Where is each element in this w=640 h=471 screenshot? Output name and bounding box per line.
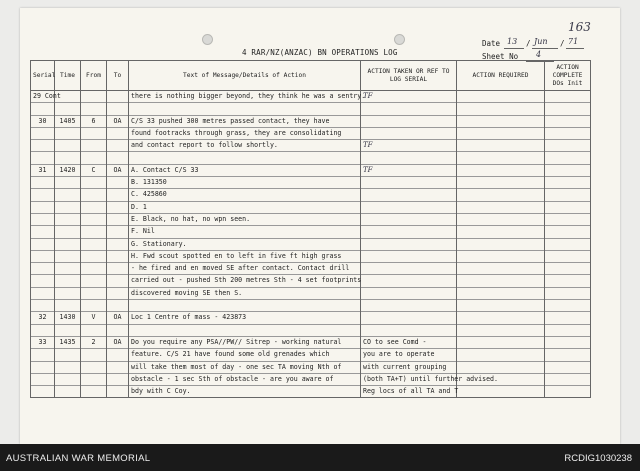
- cell-complete: [545, 250, 591, 262]
- cell-time: [55, 250, 81, 262]
- cell-serial: [31, 189, 55, 201]
- cell-text: Loc 1 Centre of mass - 423873: [129, 312, 361, 324]
- cell-serial: [31, 238, 55, 250]
- cell-to: [107, 263, 129, 275]
- cell-from: [81, 373, 107, 385]
- table-row: [31, 164, 591, 176]
- cell-required: [457, 213, 545, 225]
- cell-serial: [31, 275, 55, 287]
- cell-taken: [361, 324, 457, 336]
- cell-to: [107, 140, 129, 152]
- sheet-number: 4: [536, 50, 542, 59]
- cell-to: [107, 386, 129, 398]
- cell-required: [457, 238, 545, 250]
- cell-complete: [545, 275, 591, 287]
- table-row: [31, 152, 591, 164]
- cell-time: 1405: [55, 115, 81, 127]
- cell-text: and contact report to follow shortly.: [129, 140, 361, 152]
- cell-time: [55, 201, 81, 213]
- cell-required: [457, 201, 545, 213]
- table-row: [31, 140, 591, 152]
- cell-time: [55, 275, 81, 287]
- cell-serial: [31, 250, 55, 262]
- cell-to: [107, 226, 129, 238]
- cell-required: [457, 250, 545, 262]
- cell-to: OA: [107, 336, 129, 348]
- cell-from: V: [81, 312, 107, 324]
- cell-time: [55, 263, 81, 275]
- cell-complete: [545, 189, 591, 201]
- cell-serial: [31, 349, 55, 361]
- cell-text: bdy with C Coy.: [129, 386, 361, 398]
- cell-complete: [545, 386, 591, 398]
- cell-taken: (both TA+T) until further advised.: [361, 373, 457, 385]
- cell-from: [81, 287, 107, 299]
- cell-taken: [361, 312, 457, 324]
- cell-taken: [361, 103, 457, 115]
- col-header-serial: Serial: [31, 61, 55, 91]
- cell-to: [107, 275, 129, 287]
- cell-taken: [361, 263, 457, 275]
- col-header-from: From: [81, 61, 107, 91]
- cell-from: [81, 201, 107, 213]
- cell-complete: [545, 213, 591, 225]
- cell-to: [107, 103, 129, 115]
- col-header-to: To: [107, 61, 129, 91]
- cell-required: [457, 263, 545, 275]
- cell-text: discovered moving SE then S.: [129, 287, 361, 299]
- cell-to: [107, 250, 129, 262]
- cell-serial: [31, 386, 55, 398]
- document-title: 4 RAR/NZ(ANZAC) BN OPERATIONS LOG: [242, 48, 398, 57]
- cell-to: [107, 324, 129, 336]
- cell-taken: TF: [361, 140, 457, 152]
- col-header-action-complete: ACTION COMPLETE DOs Init: [545, 61, 591, 91]
- table-row: [31, 349, 591, 361]
- cell-text: [129, 103, 361, 115]
- cell-from: [81, 349, 107, 361]
- cell-serial: [31, 152, 55, 164]
- cell-to: [107, 349, 129, 361]
- cell-to: [107, 300, 129, 312]
- col-header-action-required: ACTION REQUIRED: [457, 61, 545, 91]
- cell-serial: [31, 361, 55, 373]
- operations-log-table: [30, 60, 591, 398]
- cell-complete: [545, 91, 591, 103]
- cell-to: [107, 287, 129, 299]
- cell-from: [81, 324, 107, 336]
- date-label: Date: [482, 39, 501, 48]
- cell-taken: TF: [361, 164, 457, 176]
- cell-to: OA: [107, 115, 129, 127]
- cell-serial: 30: [31, 115, 55, 127]
- cell-to: [107, 189, 129, 201]
- cell-taken: [361, 250, 457, 262]
- cell-complete: [545, 164, 591, 176]
- table-row: [31, 201, 591, 213]
- cell-taken: [361, 152, 457, 164]
- cell-to: OA: [107, 312, 129, 324]
- cell-complete: [545, 127, 591, 139]
- cell-required: [457, 312, 545, 324]
- cell-taken: CO to see Comd -: [361, 336, 457, 348]
- cell-taken: with current grouping: [361, 361, 457, 373]
- cell-time: [55, 152, 81, 164]
- cell-from: [81, 127, 107, 139]
- col-header-text: Text of Message/Details of Action: [129, 61, 361, 91]
- date-day: 13: [507, 37, 518, 46]
- cell-complete: [545, 324, 591, 336]
- cell-serial: [31, 177, 55, 189]
- cell-text: obstacle - 1 sec Sth of obstacle - are you aware of: [129, 373, 361, 385]
- cell-taken: [361, 201, 457, 213]
- cell-to: [107, 177, 129, 189]
- cell-required: [457, 361, 545, 373]
- table-row: [31, 213, 591, 225]
- col-header-time: Time: [55, 61, 81, 91]
- cell-serial: [31, 226, 55, 238]
- cell-from: 2: [81, 336, 107, 348]
- col-header-action-taken: ACTION TAKEN OR REF TO LOG SERIAL: [361, 61, 457, 91]
- table-row: [31, 336, 591, 348]
- cell-complete: [545, 140, 591, 152]
- log-sheet: 163 Date 13 / Jun / 71 Sheet No 4 4 RAR/NZ(ANZAC) BN OPERATIONS LOG: [20, 8, 620, 444]
- cell-time: [55, 361, 81, 373]
- cell-time: [55, 189, 81, 201]
- cell-to: [107, 91, 129, 103]
- cell-required: [457, 127, 545, 139]
- table-row: [31, 238, 591, 250]
- footer-source: AUSTRALIAN WAR MEMORIAL: [6, 453, 151, 464]
- cell-text: H. Fwd scout spotted en to left in five ft high grass: [129, 250, 361, 262]
- cell-taken: [361, 275, 457, 287]
- cell-from: [81, 361, 107, 373]
- cell-text: there is nothing bigger beyond, they think he was a sentry.: [129, 91, 361, 103]
- cell-text: [129, 300, 361, 312]
- cell-required: [457, 140, 545, 152]
- cell-required: [457, 300, 545, 312]
- cell-serial: [31, 324, 55, 336]
- cell-taken: [361, 287, 457, 299]
- cell-from: C: [81, 164, 107, 176]
- cell-text: [129, 324, 361, 336]
- cell-from: [81, 226, 107, 238]
- cell-from: [81, 177, 107, 189]
- cell-from: [81, 91, 107, 103]
- cell-from: [81, 263, 107, 275]
- cell-from: [81, 238, 107, 250]
- cell-taken: Reg locs of all TA and T: [361, 386, 457, 398]
- date-month: Jun: [534, 37, 548, 46]
- cell-required: [457, 103, 545, 115]
- cell-time: [55, 300, 81, 312]
- cell-time: [55, 177, 81, 189]
- cell-taken: [361, 115, 457, 127]
- cell-serial: [31, 127, 55, 139]
- cell-complete: [545, 115, 591, 127]
- cell-from: [81, 250, 107, 262]
- cell-text: carried out - pushed Sth 200 metres Sth - 4 set footprints: [129, 275, 361, 287]
- cell-taken: [361, 300, 457, 312]
- cell-required: [457, 287, 545, 299]
- cell-required: [457, 115, 545, 127]
- cell-serial: 31: [31, 164, 55, 176]
- table-row: [31, 115, 591, 127]
- cell-complete: [545, 177, 591, 189]
- cell-required: [457, 386, 545, 398]
- footer-bar: [0, 444, 640, 471]
- cell-required: [457, 164, 545, 176]
- cell-text: will take them most of day - one sec TA moving Nth of: [129, 361, 361, 373]
- cell-complete: [545, 287, 591, 299]
- punch-hole-left: [202, 34, 213, 45]
- cell-serial: [31, 300, 55, 312]
- cell-required: [457, 349, 545, 361]
- sheet-label: Sheet No: [482, 52, 519, 61]
- table-row: [31, 300, 591, 312]
- date-year: 71: [568, 37, 579, 46]
- cell-time: 1435: [55, 336, 81, 348]
- cell-text: found footracks through grass, they are consolidating: [129, 127, 361, 139]
- cell-serial: 32: [31, 312, 55, 324]
- cell-from: [81, 152, 107, 164]
- cell-text: C/S 33 pushed 300 metres passed contact, they have: [129, 115, 361, 127]
- page-number: 163: [568, 20, 591, 34]
- cell-serial: [31, 287, 55, 299]
- cell-text: - he fired and en moved SE after contact. Contact drill: [129, 263, 361, 275]
- cell-complete: [545, 226, 591, 238]
- cell-serial: [31, 201, 55, 213]
- table-row: [31, 312, 591, 324]
- cell-complete: [545, 152, 591, 164]
- cell-from: [81, 213, 107, 225]
- cell-taken: [361, 213, 457, 225]
- table-row: [31, 287, 591, 299]
- table-row: [31, 373, 591, 385]
- cell-serial: [31, 103, 55, 115]
- cell-complete: [545, 263, 591, 275]
- cell-to: [107, 127, 129, 139]
- cell-time: 1420: [55, 164, 81, 176]
- cell-from: [81, 189, 107, 201]
- cell-text: G. Stationary.: [129, 238, 361, 250]
- cell-complete: [545, 361, 591, 373]
- cell-required: [457, 336, 545, 348]
- cell-taken: TF: [361, 91, 457, 103]
- cell-to: OA: [107, 164, 129, 176]
- cell-text: D. 1: [129, 201, 361, 213]
- table-row: [31, 250, 591, 262]
- table-row: [31, 386, 591, 398]
- cell-time: [55, 324, 81, 336]
- cell-from: [81, 275, 107, 287]
- cell-complete: [545, 373, 591, 385]
- table-row: [31, 263, 591, 275]
- table-row: [31, 361, 591, 373]
- cell-taken: [361, 127, 457, 139]
- cell-to: [107, 152, 129, 164]
- cell-time: [55, 349, 81, 361]
- table-row: [31, 177, 591, 189]
- cell-time: [55, 373, 81, 385]
- table-row: [31, 189, 591, 201]
- cell-from: [81, 300, 107, 312]
- cell-time: [55, 226, 81, 238]
- cell-time: [55, 386, 81, 398]
- cell-to: [107, 361, 129, 373]
- table-row: [31, 127, 591, 139]
- log-body: [31, 91, 591, 398]
- cell-required: [457, 177, 545, 189]
- cell-required: [457, 91, 545, 103]
- table-row: [31, 103, 591, 115]
- cell-to: [107, 201, 129, 213]
- cell-required: [457, 226, 545, 238]
- cell-text: feature. C/S 21 have found some old grenades which: [129, 349, 361, 361]
- cell-required: [457, 275, 545, 287]
- cell-time: [55, 140, 81, 152]
- cell-text: C. 425860: [129, 189, 361, 201]
- cell-complete: [545, 300, 591, 312]
- cell-serial: [31, 263, 55, 275]
- table-row: [31, 324, 591, 336]
- cell-to: [107, 238, 129, 250]
- cell-complete: [545, 103, 591, 115]
- cell-required: [457, 324, 545, 336]
- cell-complete: [545, 349, 591, 361]
- cell-required: [457, 189, 545, 201]
- cell-time: 1430: [55, 312, 81, 324]
- cell-time: [55, 213, 81, 225]
- cell-text: [129, 152, 361, 164]
- table-row: [31, 91, 591, 103]
- cell-complete: [545, 238, 591, 250]
- cell-from: [81, 140, 107, 152]
- cell-required: [457, 152, 545, 164]
- cell-time: [55, 287, 81, 299]
- cell-complete: [545, 312, 591, 324]
- cell-text: B. 131350: [129, 177, 361, 189]
- cell-taken: [361, 238, 457, 250]
- cell-from: [81, 103, 107, 115]
- footer-record-id: RCDIG1030238: [564, 453, 632, 464]
- cell-taken: [361, 189, 457, 201]
- cell-text: Do you require any PSA//PW// Sitrep - working natural: [129, 336, 361, 348]
- cell-time: [55, 127, 81, 139]
- table-row: [31, 275, 591, 287]
- cell-serial: [31, 213, 55, 225]
- cell-text: A. Contact C/S 33: [129, 164, 361, 176]
- cell-time: [55, 238, 81, 250]
- cell-text: E. Black, no hat, no wpn seen.: [129, 213, 361, 225]
- cell-from: 6: [81, 115, 107, 127]
- cell-taken: [361, 226, 457, 238]
- cell-taken: [361, 177, 457, 189]
- cell-text: F. Nil: [129, 226, 361, 238]
- cell-time: [55, 103, 81, 115]
- cell-taken: you are to operate: [361, 349, 457, 361]
- cell-serial: 29 Cont: [31, 91, 55, 103]
- table-row: [31, 226, 591, 238]
- cell-to: [107, 373, 129, 385]
- cell-to: [107, 213, 129, 225]
- cell-serial: [31, 140, 55, 152]
- cell-complete: [545, 336, 591, 348]
- cell-from: [81, 386, 107, 398]
- punch-hole-right: [394, 34, 405, 45]
- table-header-row: [31, 61, 591, 91]
- cell-serial: 33: [31, 336, 55, 348]
- cell-serial: [31, 373, 55, 385]
- cell-complete: [545, 201, 591, 213]
